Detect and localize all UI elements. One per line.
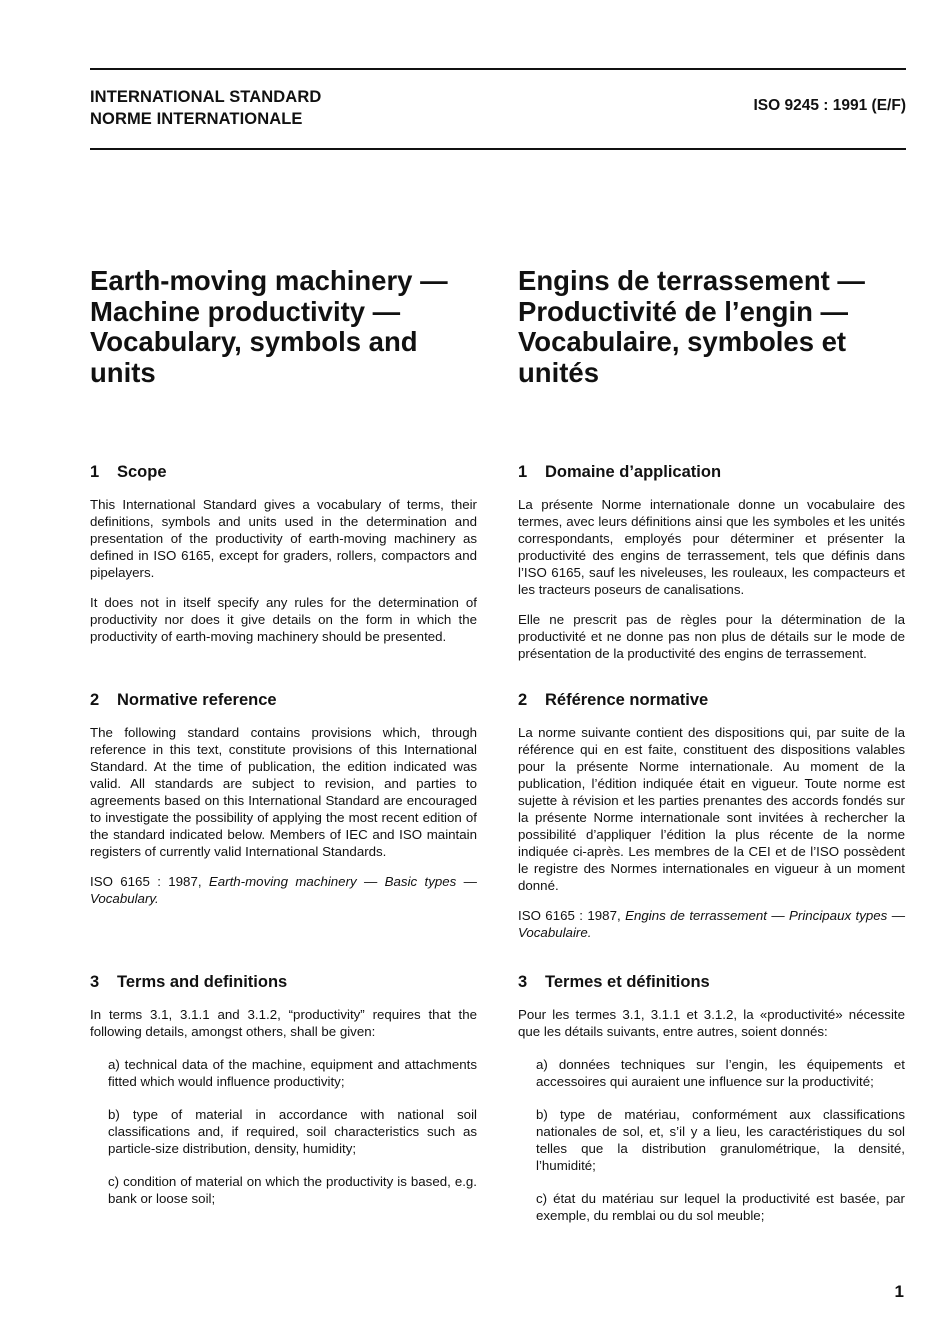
section-title: Normative reference (117, 691, 277, 709)
page-number: 1 (894, 1282, 904, 1301)
english-normative-paragraph: The following standard contains provisions which, through reference in this text, constitute provisions of this International Standard. At the time of publication, the edition indicated was valid. All standards are subject to revision, and parties to agreements based on this International Standard are encouraged to investigate the possibility of applying the most recent edition of the standard indicated below. Members of IEC and ISO maintain registers of currently valid International Standards. (90, 725, 477, 859)
french-scope-paragraph-2: Elle ne prescrit pas de règles pour la détermination de la productivité et ne donne pas non plus de détails sur le mode de présentation de la productivité des engins de terrassement. (518, 612, 905, 661)
english-terms-item-b: b) type of material in accordance with national soil classifications and, if required, soil characteristics such as particle-size distribution, density, humidity; (108, 1107, 477, 1156)
section-number: 1 (90, 463, 100, 481)
french-normative-paragraph: La norme suivante contient des dispositions qui, par suite de la référence qui en est faite, constituent des dispositions valables pour la présente Norme internationale. Au moment de la publication, l’édition indiquée était en vigueur. Toute norme est sujette à révision et les parties prenantes des accords fondés sur la présente Norme internationale sont invitées à rechercher la possibilité d’appliquer l’édition la plus récente de la norme indiquée ci-après. Les membres de la CEI et de l’ISO possèdent le registre des Normes internationales en vigueur à un moment donné. (518, 725, 905, 893)
french-scope-heading (518, 461, 905, 483)
english-terms-intro: In terms 3.1, 3.1.1 and 3.1.2, “productivity” requires that the following details, amongst others, shall be given: (90, 1007, 477, 1039)
english-terms-item-c: c) condition of material on which the productivity is based, e.g. bank or loose soil; (108, 1174, 477, 1206)
section-number: 3 (518, 973, 528, 991)
french-normative-heading (518, 689, 905, 711)
english-title: Earth-moving machinery — Machine productivity — Vocabulary, symbols and units (90, 265, 448, 388)
english-column (90, 266, 477, 1207)
english-terms-heading (90, 971, 477, 993)
header-bottom-rule (90, 148, 906, 150)
reference-number: ISO 6165 : 1987, (518, 908, 621, 923)
english-section-terms (90, 971, 477, 1207)
reference-title: Engins de terrassement — Principaux types — Vocabulaire. (518, 908, 905, 940)
section-title: Scope (117, 463, 167, 481)
french-terms-item-a: a) données techniques sur l’engin, les équipements et accessoires qui auraient une influence sur la productivité; (536, 1057, 905, 1089)
section-title: Termes et définitions (545, 973, 710, 991)
section-title: Terms and definitions (117, 973, 288, 991)
standard-code: ISO 9245 : 1991 (E/F) (753, 97, 906, 114)
english-scope-paragraph-1: This International Standard gives a vocabulary of terms, their definitions, symbols and units used in the determination and presentation of the productivity of earth-moving machinery as defined in ISO 6165, except for graders, rollers, compactors and pipelayers. (90, 497, 477, 580)
french-scope-paragraph-1: La présente Norme internationale donne un vocabulaire des termes, avec leurs définitions ainsi que les symboles et les unités correspondants, employés pour déterminer et présenter la productivité des engins de terrassement, tels que définis dans l’ISO 6165, sauf les niveleuses, les rouleaux, les compacteurs et les tracteurs poseurs de canalisations. (518, 497, 905, 597)
section-title: Référence normative (545, 691, 709, 709)
header-line-french: NORME INTERNATIONALE (90, 110, 303, 128)
french-section-scope (518, 461, 905, 662)
french-terms-heading (518, 971, 905, 993)
reference-title: Earth-moving machinery — Basic types — Vocabulary. (90, 874, 477, 906)
section-number: 3 (90, 973, 100, 991)
english-normative-reference-entry (90, 873, 477, 907)
reference-number: ISO 6165 : 1987, (90, 874, 202, 889)
header-line-english: INTERNATIONAL STANDARD (90, 88, 322, 106)
french-title: Engins de terrassement — Productivité de l’engin — Vocabulaire, symboles et unités (518, 265, 865, 388)
french-section-normative-reference (518, 689, 905, 941)
english-terms-item-a: a) technical data of the machine, equipment and attachments fitted which would influence productivity; (108, 1057, 477, 1089)
french-terms-item-b: b) type de matériau, conformément aux classifications nationales de sol, et, s’il y a lieu, les caractéristiques du sol telles que la distribution granulométrique, la densité, l’humidité; (536, 1107, 905, 1173)
english-section-scope (90, 461, 477, 645)
section-number: 2 (518, 691, 528, 709)
english-section-normative-reference (90, 689, 477, 907)
french-normative-reference-entry (518, 907, 905, 941)
english-scope-heading (90, 461, 477, 483)
french-column (518, 266, 905, 1224)
french-section-terms (518, 971, 905, 1224)
french-terms-item-c: c) état du matériau sur lequel la productivité est basée, par exemple, du remblai ou du sol meuble; (536, 1191, 905, 1223)
english-normative-heading (90, 689, 477, 711)
section-number: 2 (90, 691, 100, 709)
document-type-header (90, 86, 321, 130)
section-number: 1 (518, 463, 528, 481)
section-title: Domaine d’application (545, 463, 722, 481)
english-scope-paragraph-2: It does not in itself specify any rules for the determination of productivity nor does it give details on the form in which the productivity of earth-moving machinery should be presented. (90, 595, 477, 644)
french-terms-intro: Pour les termes 3.1, 3.1.1 et 3.1.2, la «productivité» nécessite que les détails suivants, entre autres, soient donnés: (518, 1007, 905, 1039)
header-top-rule (90, 68, 906, 70)
